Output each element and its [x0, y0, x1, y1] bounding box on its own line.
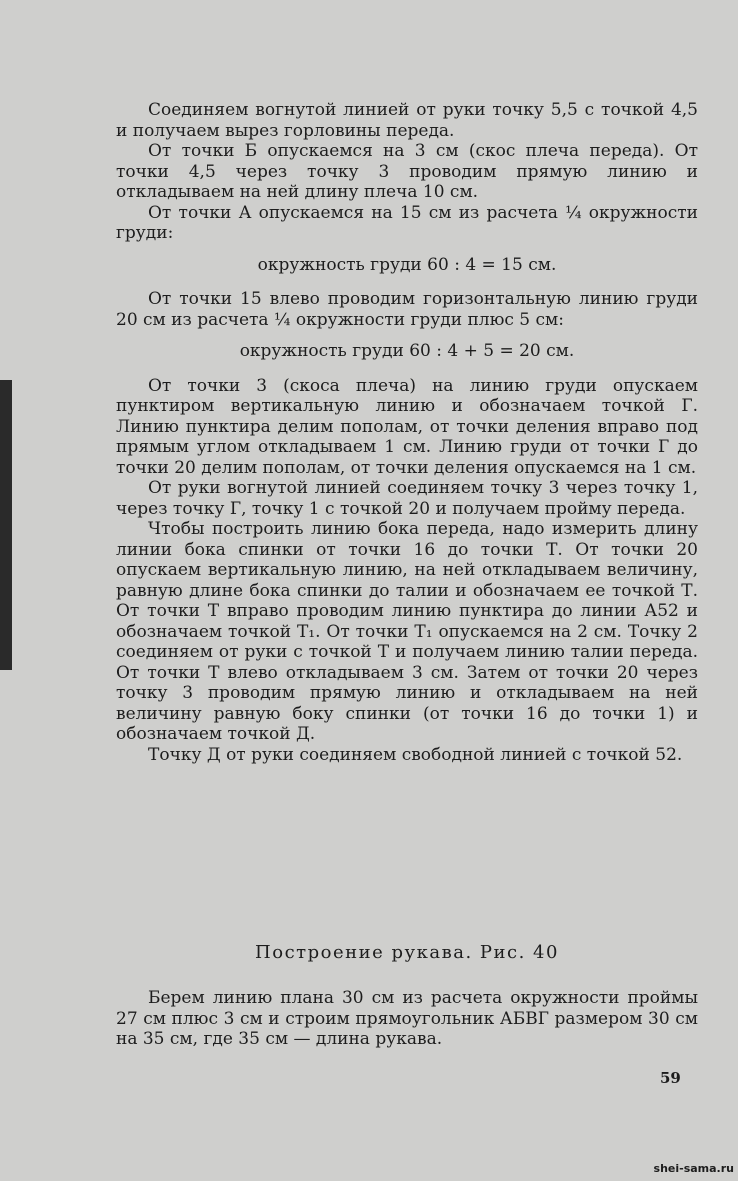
paragraph: Точку Д от руки соединяем свободной линией с точкой 52.	[148, 744, 683, 765]
paragraph: Берем линию плана 30 см из расчета окружности проймы 27 см плюс 3 см и строим прямоугольник АБВГ размером 30 см на 35 см, где 35 см — длина рукава.	[116, 988, 698, 1049]
paragraph: От руки вогнутой линией соединяем точку 3 через точку 1, через точку Г, точку 1 с точкой 20 и получаем пройму переда.	[116, 478, 698, 519]
paragraph: От точки 15 влево проводим горизонтальную линию груди 20 см из расчета ¼ окружности груди плюс 5 см:	[116, 289, 698, 330]
body-text-2	[116, 988, 698, 1050]
paragraph: От точки 3 (скоса плеча) на линию груди опускаем пунктиром вертикальную линию и обозначаем точкой Г. Линию пунктира делим пополам, от точки деления вправо под прямым углом откладываем 1 см. Линию груди от точки Г до точки 20 делим пополам, от точки деления опускаемся на 1 см.	[116, 375, 698, 478]
watermark: shei-sama.ru	[653, 1162, 734, 1175]
page-edge-shadow	[0, 380, 12, 670]
paragraph: От точки А опускаемся на 15 см из расчета ¼ окружности груди:	[116, 202, 698, 243]
formula: окружность груди 60 : 4 + 5 = 20 см.	[239, 341, 575, 361]
body-text	[116, 100, 698, 765]
page-number: 59	[660, 1069, 681, 1087]
formula: окружность груди 60 : 4 = 15 см.	[257, 254, 557, 275]
paragraph: От точки Б опускаемся на 3 см (скос плеча переда). От точки 4,5 через точку 3 проводим прямую линию и откладываем на ней длину плеча 10 см.	[116, 141, 698, 202]
paragraph: Соединяем вогнутой линией от руки точку 5,5 с точкой 4,5 и получаем вырез горловины переда.	[116, 100, 698, 141]
section-heading: Построение рукава. Рис. 40	[255, 942, 559, 963]
paragraph: Чтобы построить линию бока переда, надо измерить длину линии бока спинки от точки 16 до точки Т. От точки 20 опускаем вертикальную линию, на ней откладываем величину, равную длине бока спинки до талии и обозначаем ее точкой Т. От точки Т вправо проводим линию пунктира до линии А52 и обозначаем точкой Т₁. От точки Т₁ опускаемся на 2 см. Точку 2 соединяем от руки с точкой Т и получаем линию талии переда. От точки Т влево откладываем 3 см. Затем от точки 20 через точку 3 проводим прямую линию и откладываем на ней величину равную боку спинки (от точки 16 до точки 1) и обозначаем точкой Д.	[116, 519, 698, 744]
